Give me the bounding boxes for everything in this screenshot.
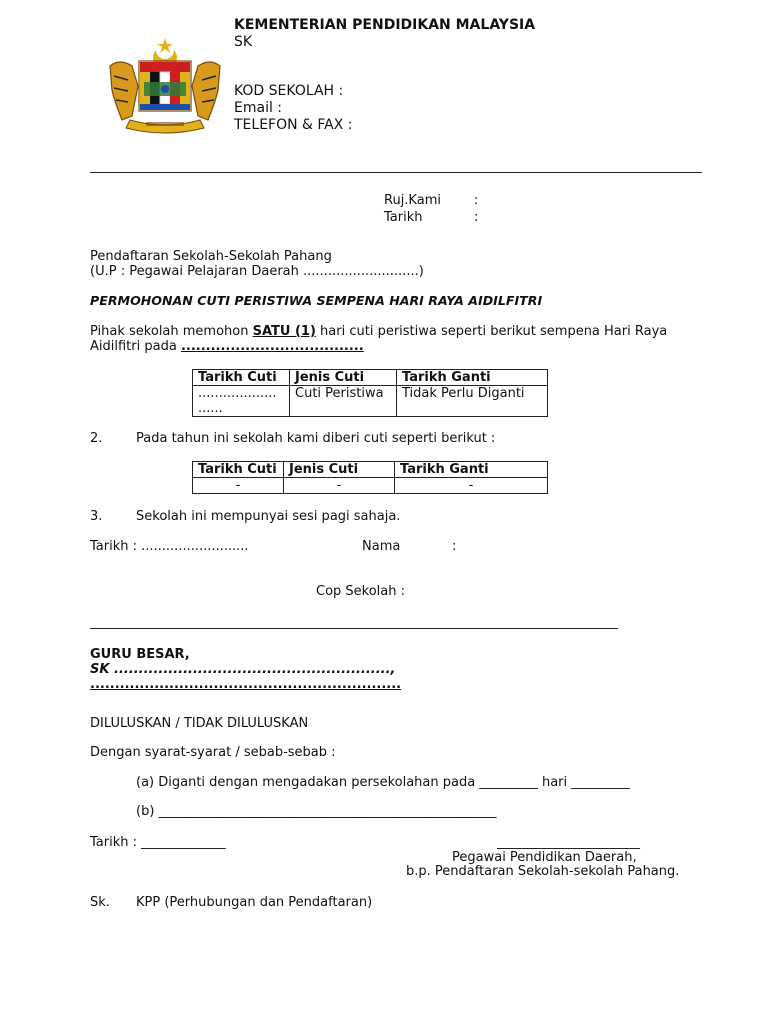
cc-label: Sk.: [90, 895, 110, 910]
table-cell: -: [395, 478, 548, 494]
ministry-name: KEMENTERIAN PENDIDIKAN MALAYSIA: [234, 17, 536, 33]
leave-days-count: SATU (1): [252, 324, 316, 339]
phone-fax-label: TELEFON & FAX :: [234, 117, 353, 133]
officer-signature-line: ______________________: [497, 835, 640, 850]
headmaster-school-line: SK ........................................................,: [90, 662, 396, 677]
reference-colon: :: [474, 193, 479, 208]
table-header-cell: Jenis Cuti: [284, 462, 395, 478]
school-code-label: KOD SEKOLAH :: [234, 83, 344, 99]
table-row: [193, 386, 548, 417]
paragraph-1-pre: Pihak sekolah memohon: [90, 324, 253, 339]
condition-a: (a) Diganti dengan mengadakan persekolahan pada _________ hari _________: [136, 775, 630, 790]
table-header-cell: Tarikh Cuti: [193, 370, 290, 386]
table-cell-dots-cont: ......: [198, 401, 223, 416]
table-header-cell: Tarikh Ganti: [395, 462, 548, 478]
table-header-cell: Jenis Cuti: [290, 370, 397, 386]
item-2-text: Pada tahun ini sekolah kami diberi cuti seperti berikut :: [136, 431, 496, 446]
approval-date-field: Tarikh : _____________: [90, 835, 226, 850]
table-header-cell: Tarikh Cuti: [193, 462, 284, 478]
coat-of-arms-emblem: [106, 36, 224, 134]
section-divider: [90, 628, 618, 629]
leave-table-2: [192, 461, 548, 494]
paragraph-1-line-1: [90, 324, 667, 339]
leave-table-1: [192, 369, 548, 417]
school-stamp-label: Cop Sekolah :: [316, 584, 406, 599]
recipient-line-2: (U.P : Pegawai Pelajaran Daerah ............................): [90, 264, 424, 279]
date-colon: :: [474, 210, 479, 225]
date-label: Tarikh: [384, 210, 423, 225]
email-label: Email :: [234, 100, 283, 116]
headmaster-title: GURU BESAR,: [90, 647, 190, 662]
recipient-line-1: Pendaftaran Sekolah-Sekolah Pahang: [90, 249, 332, 264]
table-row: [193, 478, 548, 494]
table-cell-dots: ...................: [198, 386, 277, 401]
paragraph-1-line-2: [90, 339, 364, 354]
cc-recipient: KPP (Perhubungan dan Pendaftaran): [136, 895, 373, 910]
officer-on-behalf: b.p. Pendaftaran Sekolah-sekolah Pahang.: [406, 864, 680, 879]
school-name: SK: [234, 34, 253, 50]
table-cell: Tidak Perlu Diganti: [397, 386, 548, 417]
table-header-row: [193, 462, 548, 478]
paragraph-1-line-2-pre: Aidilfitri pada: [90, 339, 181, 354]
header-divider: [90, 172, 702, 173]
table-cell: [193, 386, 290, 417]
letter-subject: PERMOHONAN CUTI PERISTIWA SEMPENA HARI RAYA AIDILFITRI: [90, 293, 543, 308]
officer-title: Pegawai Pendidikan Daerah,: [452, 850, 637, 865]
table-header-cell: Tarikh Ganti: [397, 370, 548, 386]
sender-date-field: Tarikh : ..........................: [90, 539, 249, 554]
condition-b: (b) ____________________________________________________: [136, 804, 497, 819]
date-blank: .....................................: [180, 339, 364, 354]
item-2-number: 2.: [90, 431, 103, 446]
paragraph-1-post: hari cuti peristiwa seperti berikut sempena Hari Raya: [315, 324, 668, 339]
name-colon: :: [452, 539, 457, 554]
conditions-label: Dengan syarat-syarat / sebab-sebab :: [90, 745, 336, 760]
headmaster-address-line: ...............................................................: [90, 677, 402, 692]
table-cell: Cuti Peristiwa: [290, 386, 397, 417]
table-cell: -: [284, 478, 395, 494]
item-3-number: 3.: [90, 509, 103, 524]
table-header-row: [193, 370, 548, 386]
table-cell: -: [193, 478, 284, 494]
item-3-text: Sekolah ini mempunyai sesi pagi sahaja.: [136, 509, 401, 524]
reference-label: Ruj.Kami: [384, 193, 441, 208]
approval-status: DILULUSKAN / TIDAK DILULUSKAN: [90, 716, 309, 731]
name-label: Nama: [362, 539, 401, 554]
